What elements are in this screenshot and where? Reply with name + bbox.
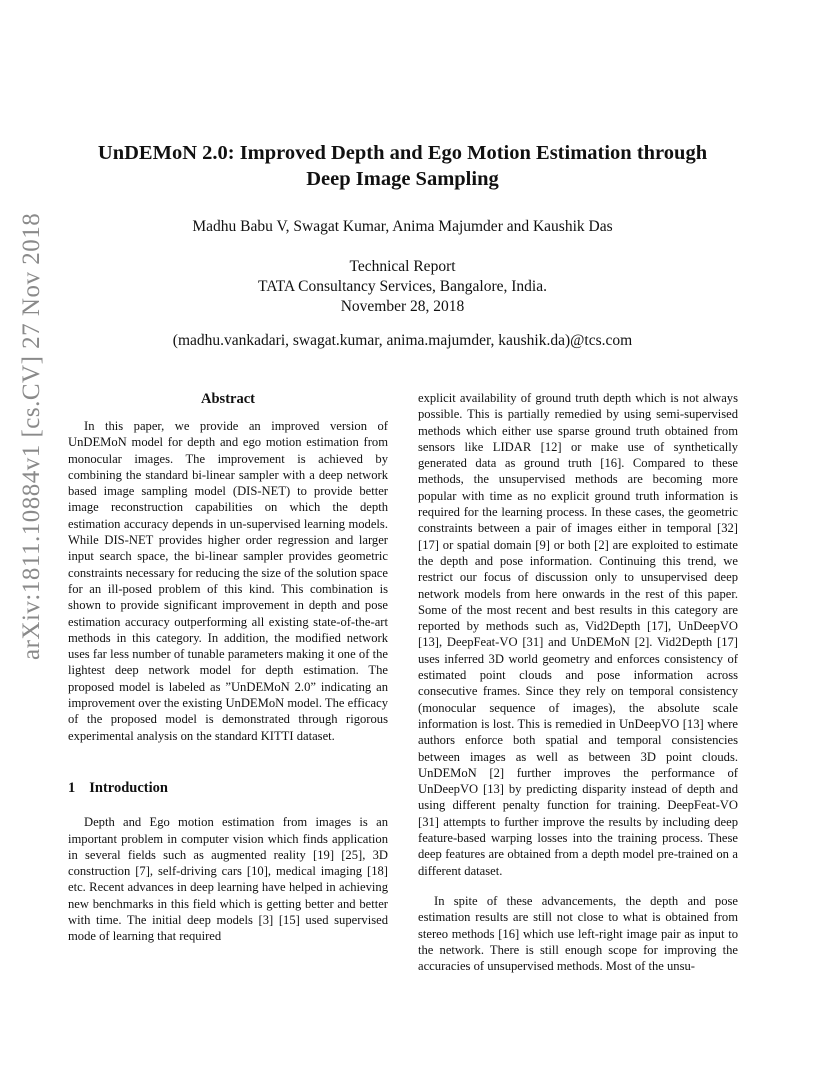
left-column xyxy=(68,390,388,945)
abstract-heading: Abstract xyxy=(201,391,255,407)
section-heading-introduction xyxy=(68,780,388,796)
organization: TATA Consultancy Services, Bangalore, India. xyxy=(258,278,547,295)
abstract-text: In this paper, we provide an improved version of UnDEMoN model for depth and ego motion estimation from monocular images. The improvement is achieved by combining the standard bi-linear sampler with a deep network based image sampling model (DIS-NET) to provide better image reconstruction capabilities on which the depth estimation accuracy depends in un-supervised learning models. While DIS-NET provides higher order regression and larger input search space, the bi-linear sampler provides geometric constraints necessary for reducing the size of the solution space for an ill-posed problem of this kind. This combination is shown to provide significant improvement in depth and pose estimation accuracy outperforming all existing state-of-the-art methods in this category. In addition, the modified network uses far less number of tunable parameters making it one of the lightest deep network model for depth estimation. The proposed model is labeled as ”UnDEMoN 2.0” indicating an improvement over the existing UnDEMoN model. The efficacy of the proposed model is demonstrated through rigorous experimental analysis on the standard KITTI dataset. xyxy=(68,419,388,743)
arxiv-identifier-stamp: arXiv:1811.10884v1 [cs.CV] 27 Nov 2018 xyxy=(18,212,45,660)
right-column xyxy=(418,390,738,974)
author-emails: (madhu.vankadari, swagat.kumar, anima.majumder, kaushik.da)@tcs.com xyxy=(172,332,633,349)
paper-title: UnDEMoN 2.0: Improved Depth and Ego Motion Estimation through Deep Image Sampling xyxy=(97,142,708,190)
report-type: Technical Report xyxy=(349,258,456,275)
section-title: Introduction xyxy=(89,779,168,796)
section-number: 1 xyxy=(68,779,76,796)
intro-paragraph-1: Depth and Ego motion estimation from images is an important problem in computer vision which finds application in several fields such as augmented reality [19] [25], 3D construction [7], self-driving cars [10], medical imaging [18] etc. Recent advances in deep learning have helped in achieving new benchmarks in this field which is getting better and better with time. The initial deep models [3] [15] used supervised mode of learning that required xyxy=(68,815,388,944)
affiliation-block xyxy=(80,257,725,317)
intro-paragraph-2: In spite of these advancements, the depth and pose estimation results are still not close to what is obtained from stereo methods [16] which use left-right image pair as input to the network. There is still enough scope for improving the accuracies of unsupervised methods. Most of the unsu- xyxy=(418,893,738,974)
intro-paragraph-1-continued: explicit availability of ground truth depth which is not always possible. This is partially remedied by using semi-supervised methods which either use sparse ground truth obtained from sensors like LIDAR [12] or make use of synthetically generated data as ground truth [16]. Compared to these methods, the unsupervised methods are becoming more popular with time as no explicit ground truth information is required for the learning process. In these cases, the geometric constraints between a pair of images either in temporal [32] [17] or spatial domain [9] or both [2] are exploited to estimate the depth and pose information. Continuing this trend, we restrict our focus of discussion only to unsupervised deep network models from here onwards in the rest of this paper. Some of the most recent and best results in this category are reported by methods such as, Vid2Depth [17], UnDeepVO [13], DeepFeat-VO [31] and UnDEMoN [2]. Vid2Depth [17] uses inferred 3D world geometry and enforces consistency of estimated point clouds and pose information across consecutive frames. Since they rely on temporal consistency (monocular sequence of images), the absolute scale information is lost. This is remedied in UnDeepVO [13] where authors enforce both spatial and temporal consistencies between images as well as between 3D point clouds. UnDEMoN [2] further improves the performance of UnDeepVO [13] by predicting disparity instead of depth and using different penalty function for training. DeepFeat-VO [31] attempts to further improve the results by including deep feature-based warping losses into the training process. These deep features are obtained from a depth model pre-trained on a different dataset. xyxy=(418,391,738,878)
author-list: Madhu Babu V, Swagat Kumar, Anima Majumder and Kaushik Das xyxy=(192,218,613,235)
report-date: November 28, 2018 xyxy=(340,298,465,315)
